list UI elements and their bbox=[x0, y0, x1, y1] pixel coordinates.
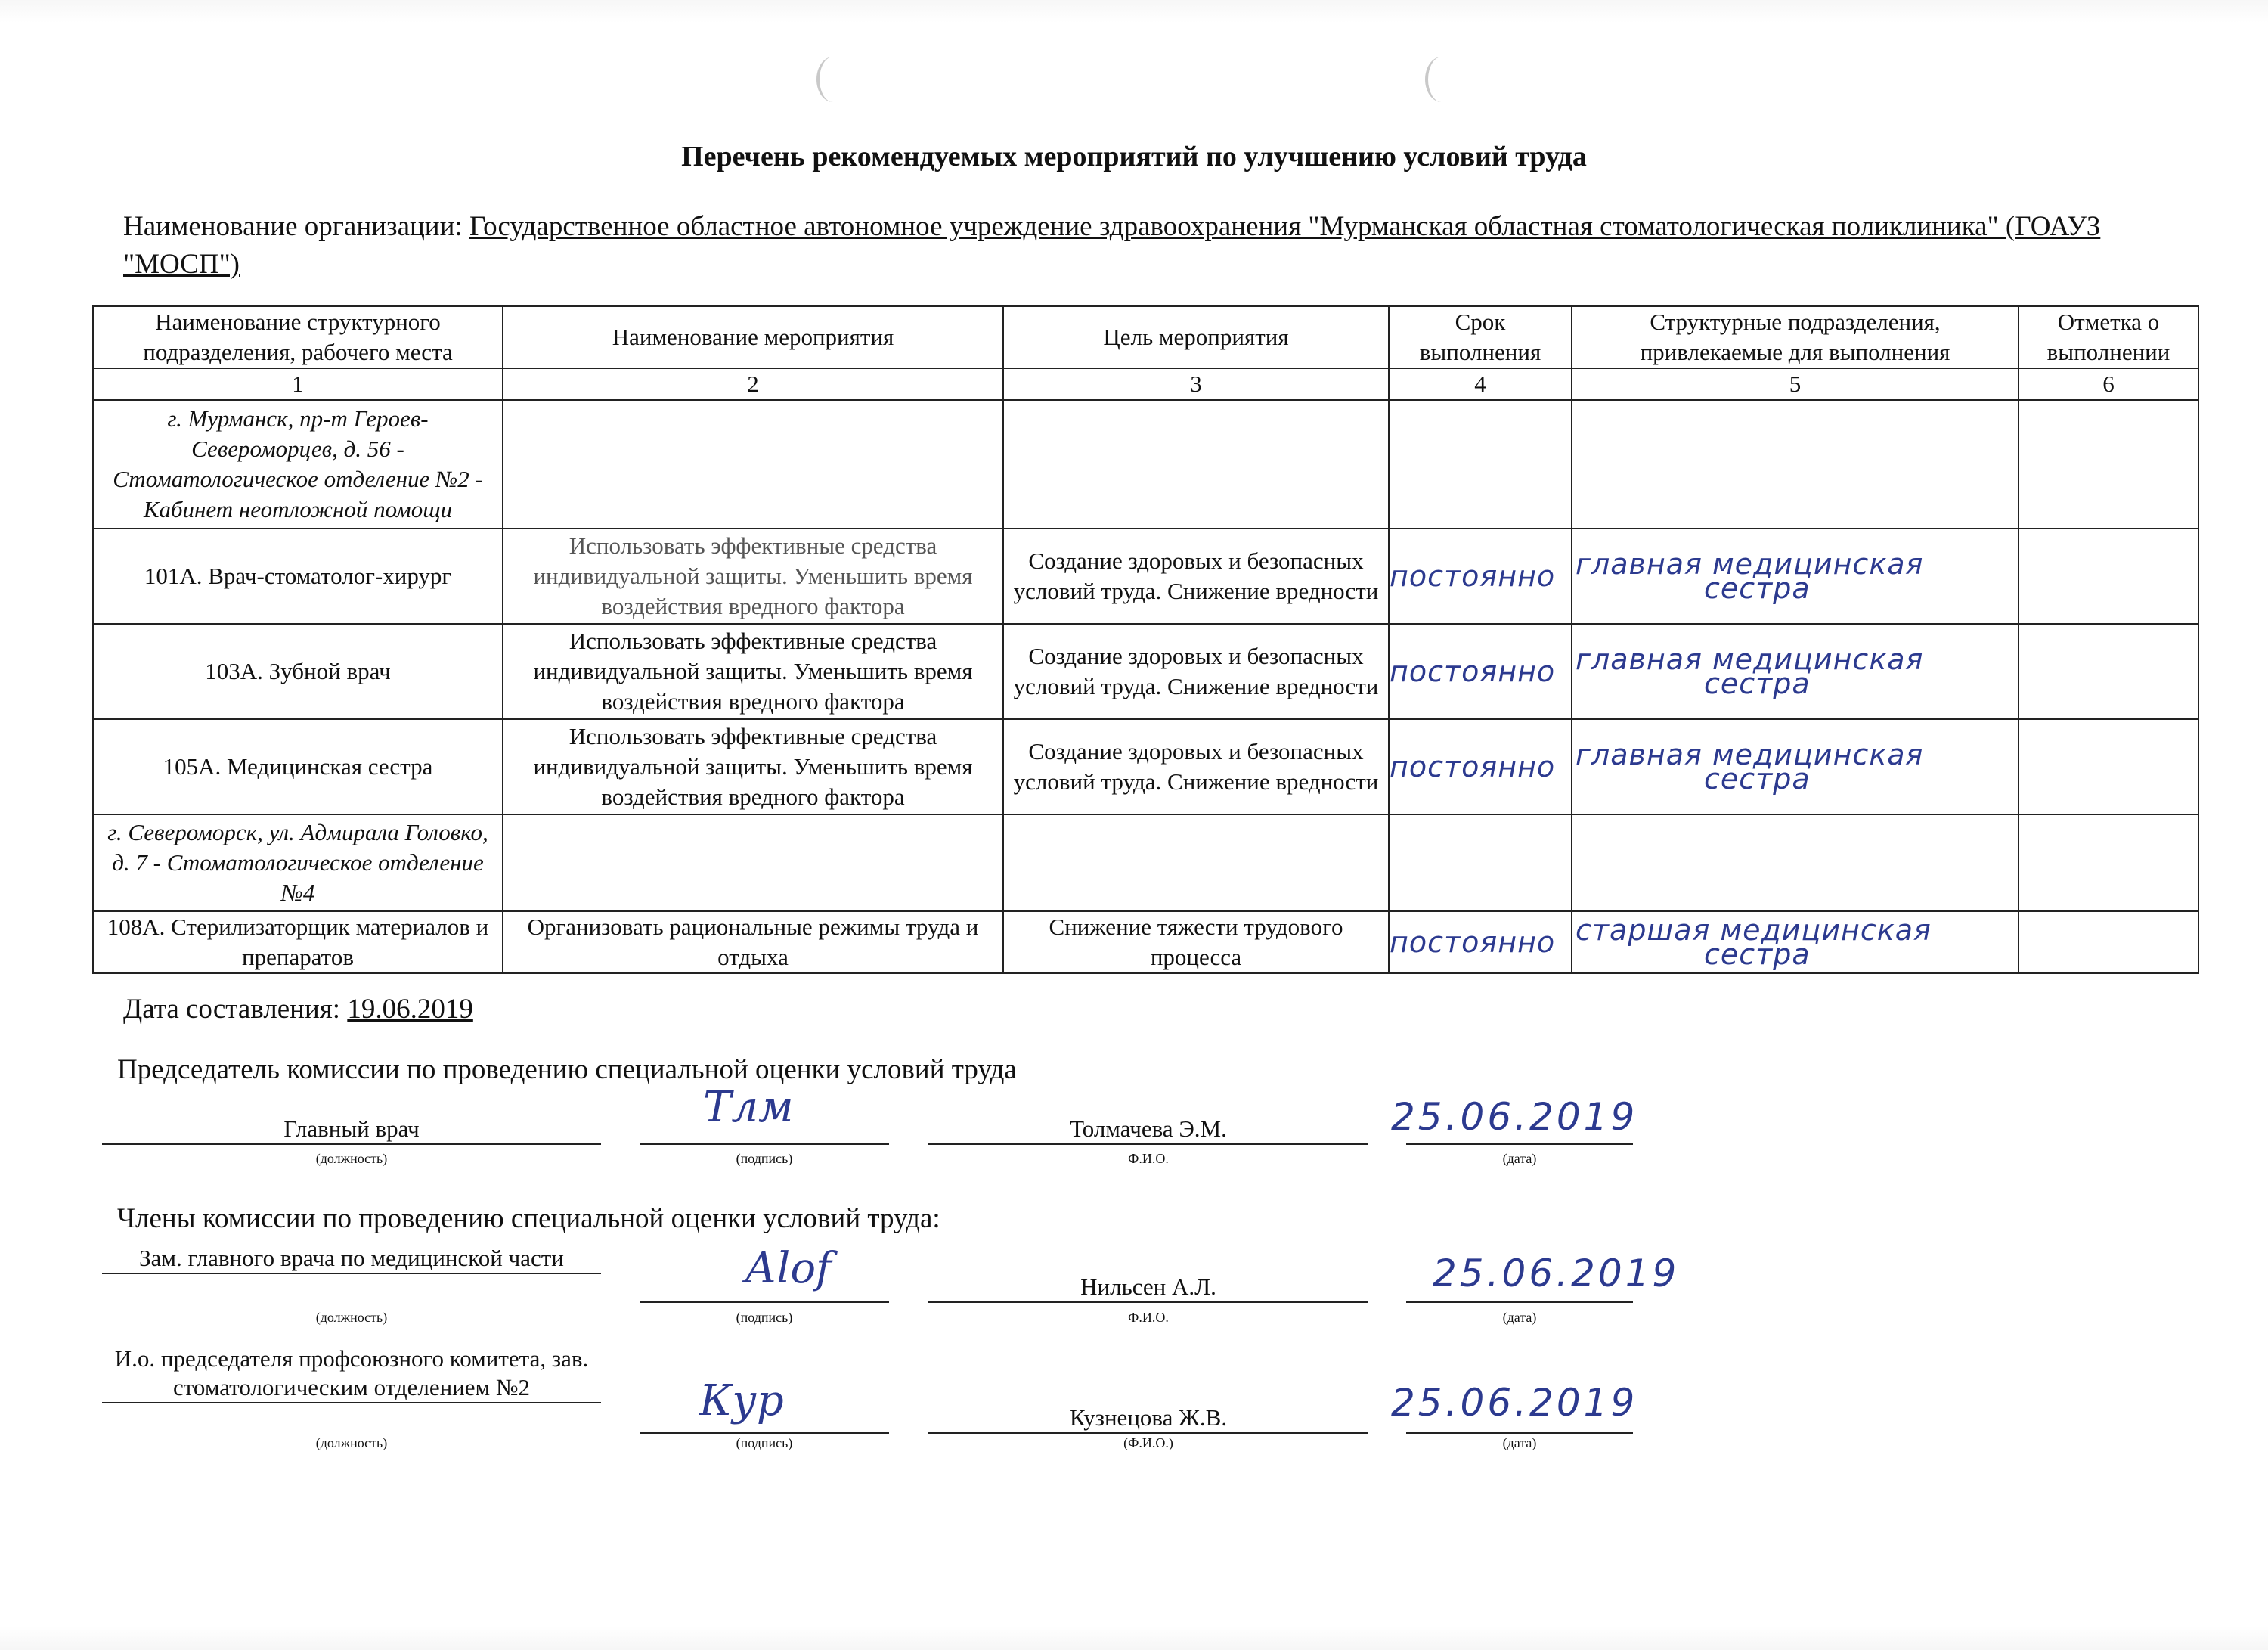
organization-line bbox=[123, 208, 2149, 284]
handwritten-department: сестра bbox=[1704, 667, 1811, 700]
caption-date: (дата) bbox=[1502, 1151, 1537, 1166]
chair-signature: Тлм bbox=[703, 1083, 794, 1132]
completion-mark-cell bbox=[2019, 529, 2198, 624]
compilation-date-label: Дата составления: bbox=[123, 994, 341, 1025]
handwritten-term: постоянно bbox=[1390, 560, 1556, 593]
header-cell: Структурные подразделения, привлекаемые для выполнения bbox=[1572, 306, 2019, 368]
column-number: 2 bbox=[503, 368, 1003, 400]
caption-signature: (подпись) bbox=[736, 1151, 793, 1166]
workplace-cell: 105А. Медицинская сестра bbox=[93, 719, 503, 814]
caption-position: (должность) bbox=[315, 1151, 388, 1166]
handwritten-term: постоянно bbox=[1390, 655, 1556, 688]
handwritten-term: постоянно bbox=[1390, 926, 1556, 959]
caption-position: (должность) bbox=[315, 1435, 388, 1450]
caption-date: (дата) bbox=[1502, 1310, 1537, 1325]
caption-name: Ф.И.О. bbox=[1128, 1310, 1169, 1325]
member-name: Кузнецова Ж.В. bbox=[928, 1403, 1368, 1434]
compilation-date bbox=[123, 993, 473, 1025]
column-number: 5 bbox=[1572, 368, 2019, 400]
handwritten-department: главная медицинская bbox=[1576, 738, 1924, 771]
column-number: 1 bbox=[93, 368, 503, 400]
punch-hole-mark bbox=[816, 57, 850, 102]
handwritten-department: сестра bbox=[1704, 938, 1811, 971]
organization-name: Государственное областное автономное учреждение здравоохранения "Мурманская областная стоматологическая поликлиника" (ГОАУЗ "МОСП") bbox=[123, 211, 2101, 280]
chair-position: Главный врач bbox=[102, 1115, 601, 1145]
header-cell: Отметка о выполнении bbox=[2019, 306, 2198, 368]
handwritten-term: постоянно bbox=[1390, 750, 1556, 783]
column-number: 4 bbox=[1389, 368, 1572, 400]
table-row bbox=[93, 719, 2198, 814]
document-title: Перечень рекомендуемых мероприятий по улучшению условий труда bbox=[681, 141, 1587, 172]
header-cell: Цель мероприятия bbox=[1003, 306, 1389, 368]
completion-mark-cell bbox=[2019, 624, 2198, 719]
member-date: 25.06.2019 bbox=[1433, 1251, 1680, 1295]
measure-cell: Организовать рациональные режимы труда и отдыха bbox=[503, 911, 1003, 973]
caption-date: (дата) bbox=[1502, 1435, 1537, 1450]
column-number-row bbox=[93, 368, 2198, 400]
header-cell: Наименование структурного подразделения, рабочего места bbox=[93, 306, 503, 368]
goal-cell: Создание здоровых и безопасных условий труда. Снижение вредности bbox=[1003, 529, 1389, 624]
member-date: 25.06.2019 bbox=[1391, 1381, 1638, 1425]
compilation-date-value: 19.06.2019 bbox=[347, 994, 473, 1025]
member-name: Нильсен А.Л. bbox=[928, 1273, 1368, 1303]
goal-cell: Создание здоровых и безопасных условий труда. Снижение вредности bbox=[1003, 624, 1389, 719]
table-row bbox=[93, 529, 2198, 624]
table-header-row bbox=[93, 306, 2198, 368]
chair-date: 25.06.2019 bbox=[1391, 1095, 1638, 1139]
handwritten-department: сестра bbox=[1704, 572, 1811, 605]
caption-signature: (подпись) bbox=[736, 1310, 793, 1325]
header-cell: Наименование мероприятия bbox=[503, 306, 1003, 368]
punch-hole-mark bbox=[1425, 57, 1458, 102]
caption-position: (должность) bbox=[315, 1310, 388, 1325]
member-position: И.о. председателя профсоюзного комитета, зав. стоматологическим отделением №2 bbox=[102, 1345, 601, 1403]
handwritten-department: главная медицинская bbox=[1576, 643, 1924, 676]
measure-cell: Использовать эффективные средства индивидуальной защиты. Уменьшить время воздействия вредного фактора bbox=[503, 529, 1003, 624]
chair-heading: Председатель комиссии по проведению специальной оценки условий труда bbox=[117, 1054, 1017, 1085]
handwritten-department: сестра bbox=[1704, 762, 1811, 796]
measure-cell: Использовать эффективные средства индивидуальной защиты. Уменьшить время воздействия вредного фактора bbox=[503, 624, 1003, 719]
measure-cell: Использовать эффективные средства индивидуальной защиты. Уменьшить время воздействия вредного фактора bbox=[503, 719, 1003, 814]
table-row bbox=[93, 624, 2198, 719]
completion-mark-cell bbox=[2019, 719, 2198, 814]
location-row bbox=[93, 814, 2198, 911]
caption-name: Ф.И.О. bbox=[1128, 1151, 1169, 1166]
member-position: Зам. главного врача по медицинской части bbox=[102, 1244, 601, 1274]
members-heading: Члены комиссии по проведению специальной оценки условий труда: bbox=[117, 1203, 940, 1234]
handwritten-department: старшая медицинская bbox=[1576, 913, 1932, 947]
goal-cell: Снижение тяжести трудового процесса bbox=[1003, 911, 1389, 973]
measures-table bbox=[92, 305, 2199, 974]
location-cell: г. Мурманск, пр-т Героев-Североморцев, д. 56 - Стоматологическое отделение №2 - Кабинет неотложной помощи bbox=[93, 400, 503, 529]
location-row bbox=[93, 400, 2198, 529]
caption-signature: (подпись) bbox=[736, 1435, 793, 1450]
member-signature: Кур bbox=[699, 1376, 784, 1425]
member-signature: Аlof bbox=[745, 1244, 832, 1293]
workplace-cell: 101А. Врач-стоматолог-хирург bbox=[93, 529, 503, 624]
workplace-cell: 108А. Стерилизаторщик материалов и препаратов bbox=[93, 911, 503, 973]
goal-cell: Создание здоровых и безопасных условий труда. Снижение вредности bbox=[1003, 719, 1389, 814]
chair-name: Толмачева Э.М. bbox=[928, 1115, 1368, 1145]
completion-mark-cell bbox=[2019, 911, 2198, 973]
column-number: 6 bbox=[2019, 368, 2198, 400]
organization-label: Наименование организации: bbox=[123, 211, 463, 242]
header-cell: Срок выполнения bbox=[1389, 306, 1572, 368]
caption-name: (Ф.И.О.) bbox=[1123, 1435, 1173, 1450]
workplace-cell: 103А. Зубной врач bbox=[93, 624, 503, 719]
handwritten-department: главная медицинская bbox=[1576, 547, 1924, 581]
column-number: 3 bbox=[1003, 368, 1389, 400]
table-row bbox=[93, 911, 2198, 973]
location-cell: г. Североморск, ул. Адмирала Головко, д. 7 - Стоматологическое отделение №4 bbox=[93, 814, 503, 911]
